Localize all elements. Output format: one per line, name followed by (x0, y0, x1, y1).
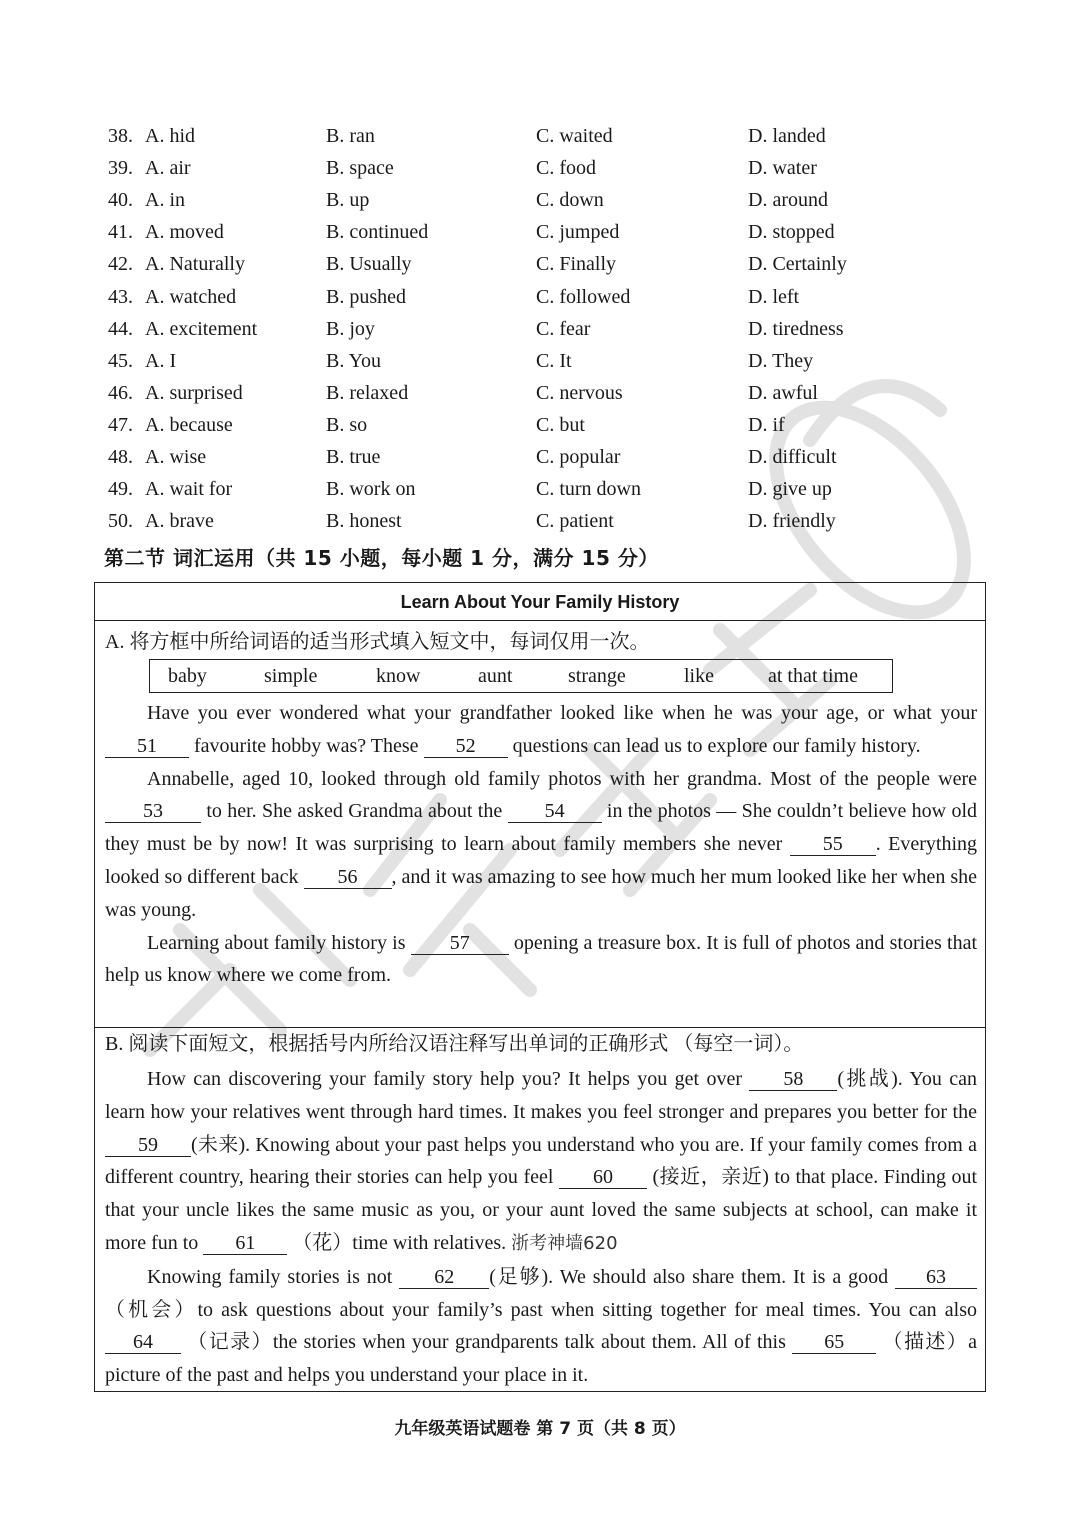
word-bank-item: strange (568, 665, 626, 687)
option-d[interactable]: D. landed (748, 125, 826, 147)
paragraph (105, 763, 977, 927)
question-number: 46. (108, 381, 133, 404)
question-number: 40. (108, 189, 133, 212)
option-c[interactable]: C. fear (536, 317, 591, 340)
option-b[interactable]: B. relaxed (326, 381, 409, 404)
option-a[interactable]: A. moved (145, 221, 224, 244)
option-a[interactable]: A. hid (145, 125, 195, 147)
option-c[interactable]: C. Finally (536, 253, 617, 276)
passage-text: （记录）the stories when your grandparents talk about them. All of this (187, 1331, 786, 1354)
passage-text: Learning about family history is (147, 931, 406, 954)
passage-text: , and it was amazing to see how much her mum looked like her when she was young. (105, 865, 977, 921)
blank-51[interactable]: 51 (105, 735, 189, 758)
option-a[interactable]: A. brave (145, 510, 214, 533)
word-bank-item: like (684, 665, 714, 687)
option-d[interactable]: D. They (748, 349, 814, 372)
word-bank-item: baby (168, 665, 207, 687)
passage-text: questions can lead us to explore our family history. (512, 734, 921, 757)
blank-58[interactable]: 58 (749, 1068, 837, 1091)
paragraph (105, 1063, 977, 1261)
option-d[interactable]: D. difficult (748, 446, 837, 468)
paragraph (105, 927, 977, 993)
option-d[interactable]: D. tiredness (748, 317, 844, 340)
option-c[interactable]: C. food (536, 157, 596, 180)
option-c[interactable]: C. waited (536, 125, 613, 147)
question-number: 45. (108, 349, 133, 372)
page-footer: 九年级英语试题卷 第 7 页（共 8 页） (394, 1419, 686, 1439)
option-d[interactable]: D. left (748, 285, 800, 308)
option-a[interactable]: A. Naturally (145, 253, 245, 276)
blank-53[interactable]: 53 (105, 800, 201, 823)
option-d[interactable]: D. give up (748, 478, 832, 501)
passage-text: (未来). Knowing about your past helps you understand who you are. If your family comes from a different country, hearing their stories can help you feel (105, 1133, 977, 1189)
option-a[interactable]: A. wait for (145, 478, 233, 501)
passage-text: (接近，亲近) to that place. Finding out that your uncle likes the same music as you, or your aunt loved the same subjects at school, can make it more fun to (105, 1166, 978, 1254)
option-d[interactable]: D. stopped (748, 221, 835, 244)
option-c[interactable]: C. popular (536, 446, 621, 468)
part-b-instruction: B. 阅读下面短文，根据括号内所给汉语注释写出单词的正确形式 （每空一词）。 (105, 1033, 804, 1055)
option-b[interactable]: B. pushed (326, 285, 406, 308)
option-d[interactable]: D. water (748, 157, 817, 180)
paragraph (105, 697, 977, 763)
option-c[interactable]: C. followed (536, 285, 631, 308)
option-a[interactable]: A. in (145, 189, 185, 212)
option-a[interactable]: A. wise (145, 446, 207, 468)
option-a[interactable]: A. excitement (145, 317, 258, 340)
blank-56[interactable]: 56 (304, 866, 392, 889)
passage-text: How can discovering your family story help you? It helps you get over (147, 1068, 742, 1090)
option-c[interactable]: C. jumped (536, 221, 620, 244)
option-b[interactable]: B. up (326, 189, 370, 212)
blank-64[interactable]: 64 (105, 1331, 181, 1354)
blank-55[interactable]: 55 (790, 833, 876, 856)
box-title: Learn About Your Family History (95, 583, 985, 621)
option-b[interactable]: B. You (326, 349, 382, 372)
passage-text: (挑战). You can learn how your relatives went through hard times. It makes you feel stronger and prepares you better for the (105, 1068, 977, 1123)
blank-65[interactable]: 65 (792, 1331, 876, 1354)
word-bank-item: know (376, 665, 421, 687)
option-a[interactable]: A. watched (145, 285, 237, 308)
source-stamp: 浙考神墙620 (511, 1232, 618, 1254)
option-b[interactable]: B. so (326, 413, 368, 436)
option-c[interactable]: C. nervous (536, 381, 623, 404)
option-c[interactable]: C. turn down (536, 478, 641, 501)
blank-57[interactable]: 57 (411, 932, 509, 955)
passage-text: （描述）a picture of the past and helps you understand your place in it. (105, 1331, 977, 1387)
option-d[interactable]: D. Certainly (748, 253, 847, 276)
passage-text: Have you ever wondered what your grandfather looked like when he was your age, or what your (147, 702, 977, 724)
passage-text: (足够). We should also share them. It is a good (489, 1265, 889, 1288)
question-number: 50. (108, 510, 133, 533)
option-a[interactable]: A. because (145, 413, 233, 436)
option-b[interactable]: B. ran (326, 125, 375, 147)
option-a[interactable]: A. air (145, 157, 191, 180)
section-heading: 第二节 词汇运用（共 15 小题，每小题 1 分，满分 15 分） (104, 546, 659, 570)
word-bank-item: aunt (478, 665, 513, 687)
question-number: 38. (108, 125, 133, 147)
passage-text: opening a treasure box. It is full of photos and stories that help us know where we come from. (105, 931, 978, 987)
option-a[interactable]: A. I (145, 349, 177, 372)
word-bank-item: simple (264, 665, 318, 687)
option-c[interactable]: C. patient (536, 510, 614, 533)
passage-text: to her. She asked Grandma about the (206, 800, 503, 823)
word-bank (149, 659, 893, 693)
passage-text: Knowing family stories is not (147, 1265, 393, 1288)
passage-text: （机会）to ask questions about your family’s past when sitting together for meal times. You can also (105, 1298, 977, 1321)
section-divider (95, 1027, 985, 1028)
part-a-passage (105, 697, 977, 992)
word-bank-item: at that time (768, 665, 858, 687)
blank-60[interactable]: 60 (559, 1166, 647, 1189)
question-number: 49. (108, 478, 133, 501)
part-a-instruction: A. 将方框中所给词语的适当形式填入短文中，每词仅用一次。 (105, 631, 650, 653)
question-number: 42. (108, 253, 133, 276)
vocabulary-box (94, 582, 986, 1392)
option-d[interactable]: D. awful (748, 381, 818, 404)
option-d[interactable]: D. around (748, 189, 828, 212)
blank-59[interactable]: 59 (105, 1134, 191, 1157)
passage-text: Annabelle, aged 10, looked through old family photos with her grandma. Most of the people were (147, 767, 977, 790)
blank-52[interactable]: 52 (424, 735, 508, 758)
option-b[interactable]: B. space (326, 157, 394, 180)
option-b[interactable]: B. honest (326, 510, 402, 533)
passage-text: favourite hobby was? These (194, 734, 419, 757)
question-number: 43. (108, 285, 133, 308)
paragraph (105, 1261, 977, 1392)
option-d[interactable]: D. friendly (748, 510, 836, 533)
option-b[interactable]: B. work on (326, 478, 416, 501)
option-b[interactable]: B. Usually (326, 253, 412, 276)
question-number: 48. (108, 446, 133, 468)
passage-text: . Everything looked so different back (105, 833, 978, 888)
option-c[interactable]: C. down (536, 189, 604, 212)
blank-61[interactable]: 61 (203, 1232, 287, 1255)
passage-text: in the photos — She couldn’t believe how old they must be by now! It was surprising to learn about family members she never (105, 800, 978, 856)
blank-62[interactable]: 62 (399, 1266, 489, 1289)
option-b[interactable]: B. joy (326, 317, 375, 340)
blank-54[interactable]: 54 (508, 800, 602, 823)
option-c[interactable]: C. but (536, 413, 585, 436)
passage-text: （花）time with relatives. (292, 1231, 507, 1254)
option-d[interactable]: D. if (748, 413, 785, 436)
question-number: 39. (108, 157, 133, 180)
option-c[interactable]: C. It (536, 349, 572, 372)
question-number: 41. (108, 221, 133, 244)
option-b[interactable]: B. continued (326, 221, 429, 244)
option-b[interactable]: B. true (326, 446, 381, 468)
blank-63[interactable]: 63 (895, 1266, 977, 1289)
question-number: 44. (108, 317, 133, 340)
option-a[interactable]: A. surprised (145, 381, 243, 404)
question-number: 47. (108, 413, 133, 436)
part-b-passage (105, 1063, 977, 1392)
